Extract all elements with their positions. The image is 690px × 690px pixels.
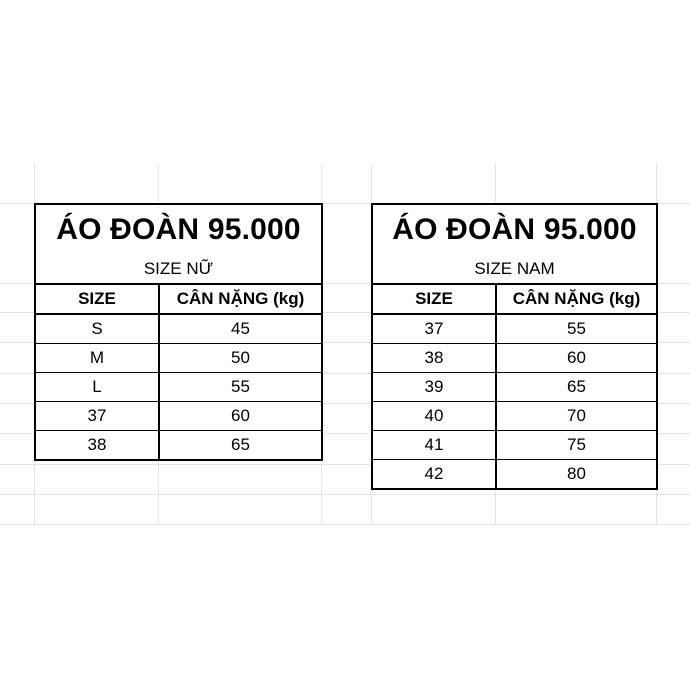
size-table-men [371, 203, 658, 490]
table-row [35, 402, 322, 431]
table-row [372, 402, 657, 431]
table-title: ÁO ĐOÀN 95.000 [35, 204, 322, 255]
weight-cell: 60 [496, 344, 657, 373]
table-row [35, 314, 322, 344]
table-subtitle: SIZE NỮ [35, 255, 322, 284]
weight-cell: 55 [496, 314, 657, 344]
weight-cell: 60 [159, 402, 322, 431]
size-cell: L [35, 373, 159, 402]
size-cell: 39 [372, 373, 496, 402]
size-table-women [34, 203, 323, 461]
table-row [372, 344, 657, 373]
size-cell: M [35, 344, 159, 373]
column-header-weight: CÂN NẶNG (kg) [159, 284, 322, 314]
size-cell: 37 [35, 402, 159, 431]
table-title: ÁO ĐOÀN 95.000 [372, 204, 657, 255]
weight-cell: 50 [159, 344, 322, 373]
column-header-size: SIZE [35, 284, 159, 314]
size-cell: 37 [372, 314, 496, 344]
size-cell: 41 [372, 431, 496, 460]
size-cell: 40 [372, 402, 496, 431]
weight-cell: 75 [496, 431, 657, 460]
table-row [35, 373, 322, 402]
table-subtitle: SIZE NAM [372, 255, 657, 284]
weight-cell: 70 [496, 402, 657, 431]
size-cell: 38 [372, 344, 496, 373]
weight-cell: 65 [496, 373, 657, 402]
weight-cell: 45 [159, 314, 322, 344]
table-row [372, 431, 657, 460]
weight-cell: 80 [496, 460, 657, 490]
size-cell: 38 [35, 431, 159, 461]
table-row [372, 460, 657, 490]
table-row [372, 314, 657, 344]
table-row [372, 373, 657, 402]
size-cell: S [35, 314, 159, 344]
column-header-size: SIZE [372, 284, 496, 314]
size-cell: 42 [372, 460, 496, 490]
table-row [35, 431, 322, 461]
table-row [35, 344, 322, 373]
weight-cell: 65 [159, 431, 322, 461]
column-header-weight: CÂN NẶNG (kg) [496, 284, 657, 314]
weight-cell: 55 [159, 373, 322, 402]
